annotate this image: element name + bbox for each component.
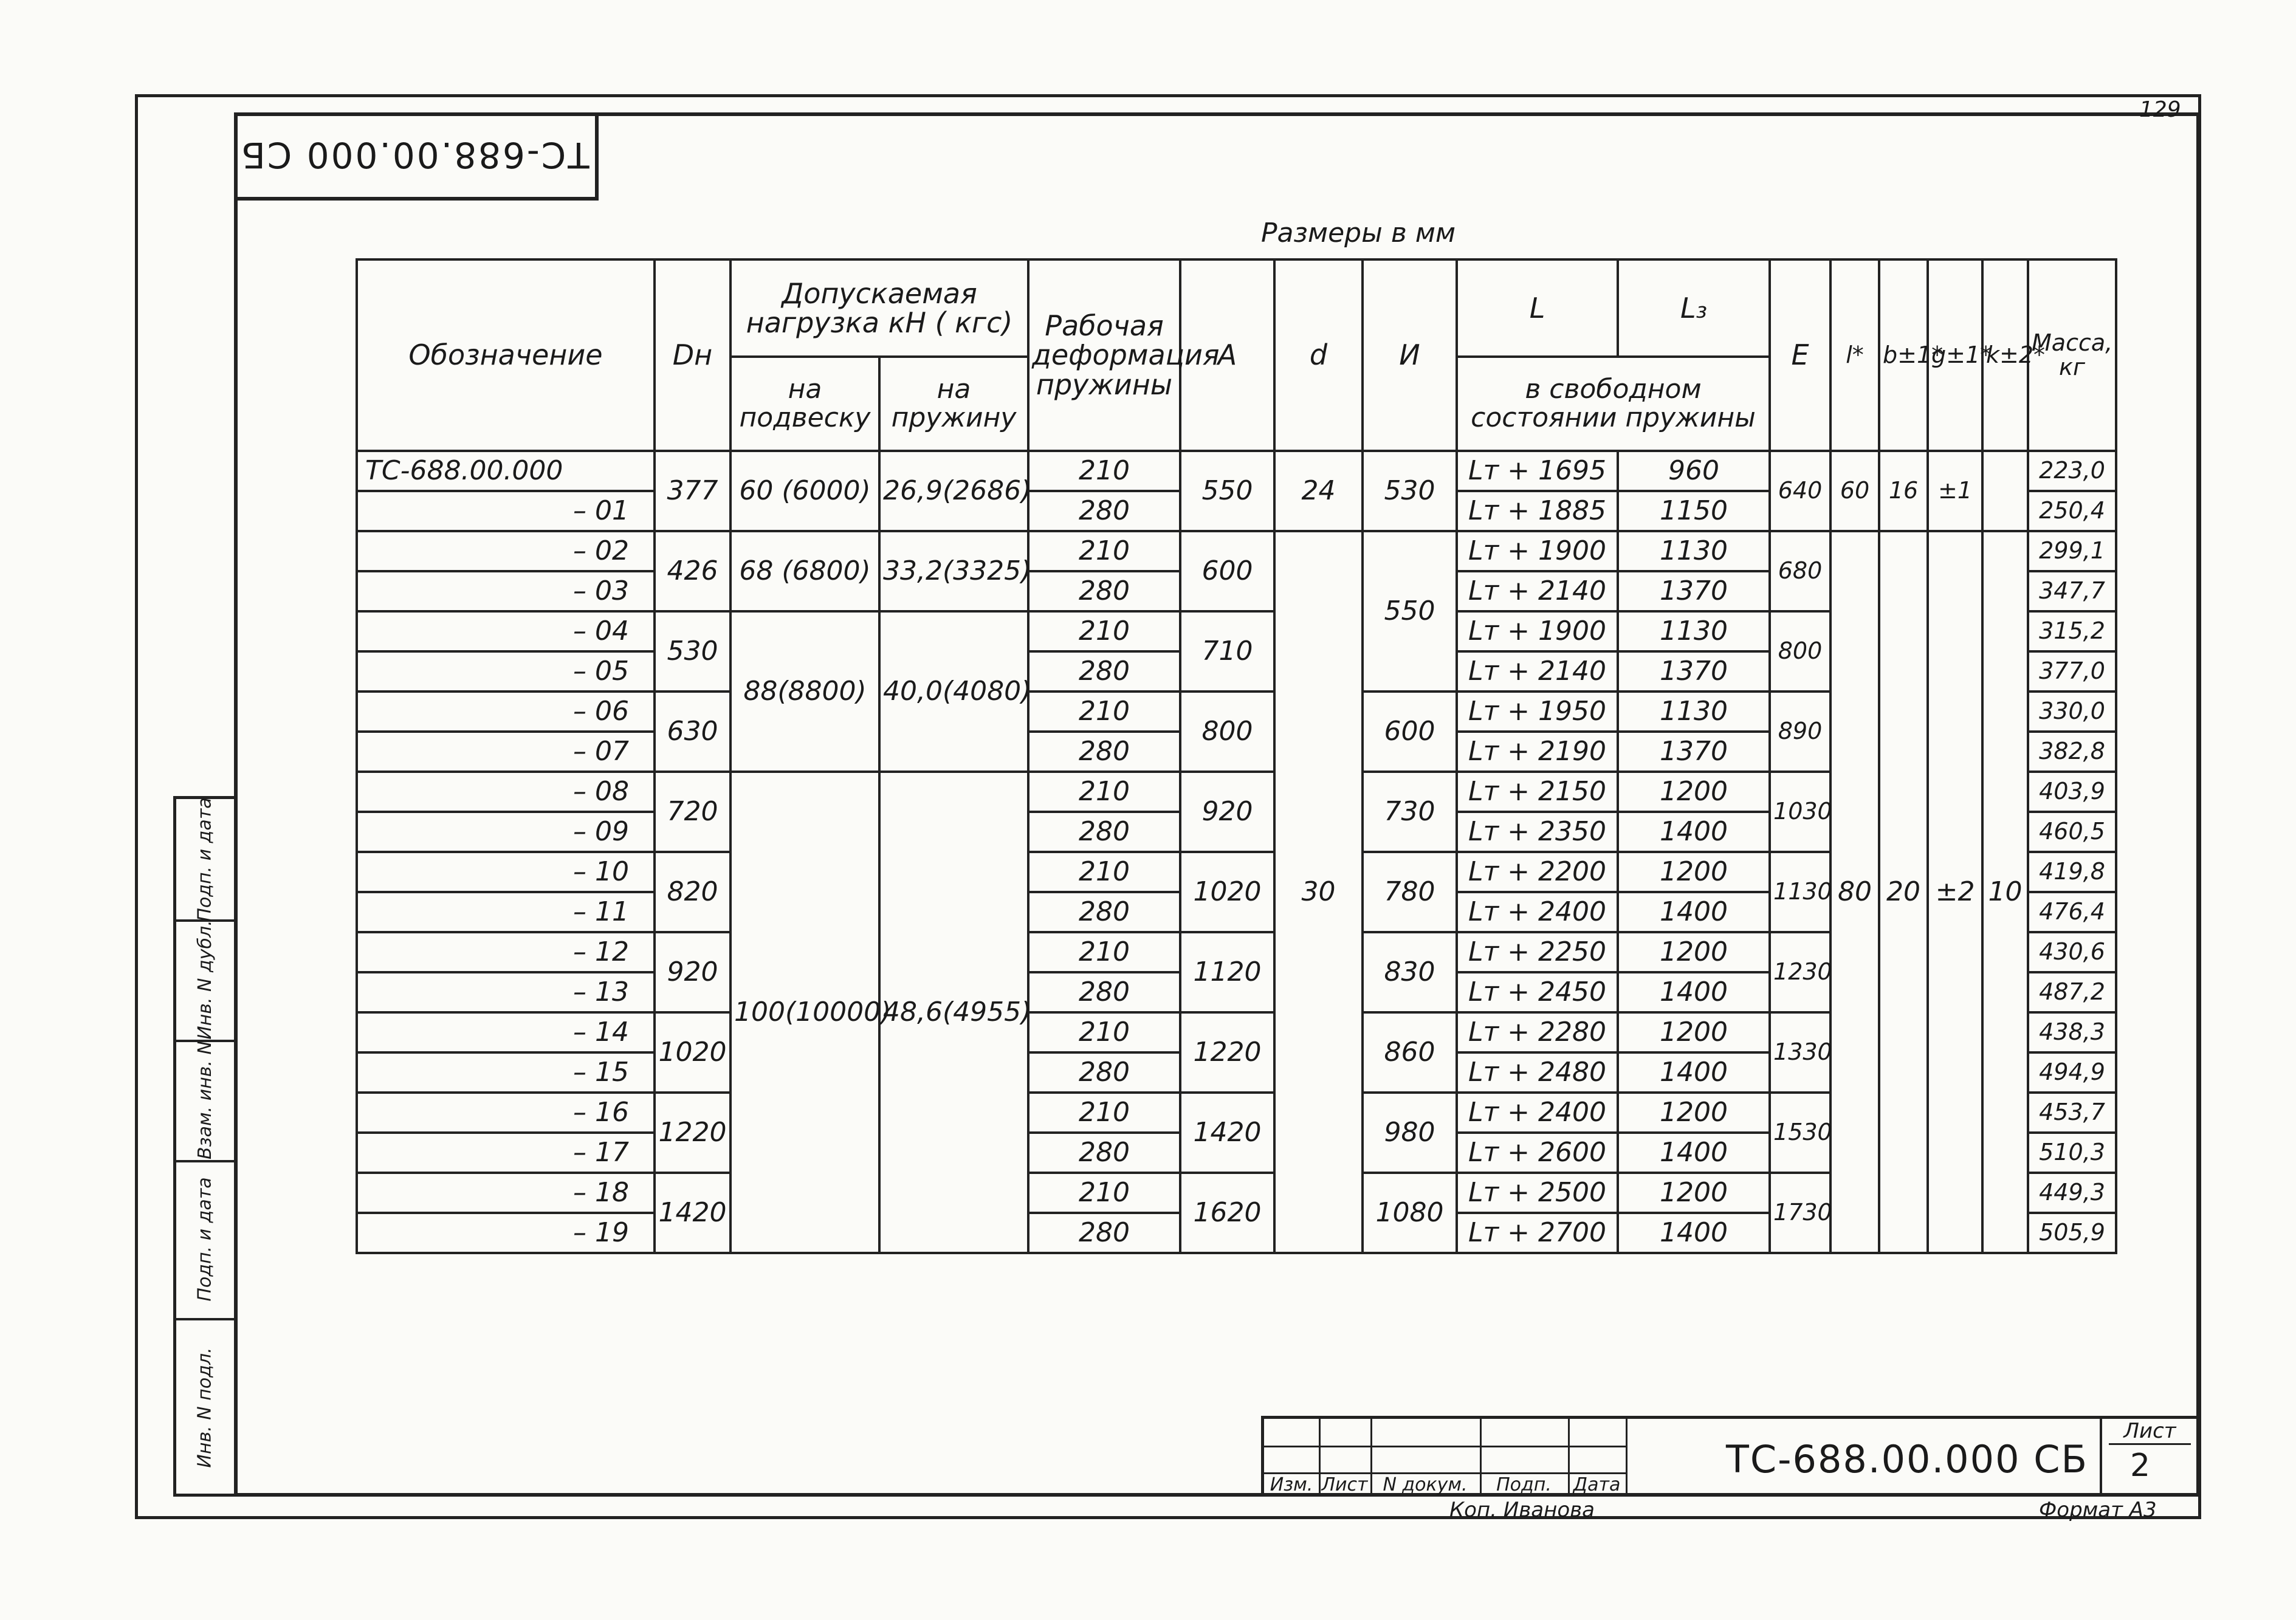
i-cell: 780	[1363, 852, 1457, 932]
top-stamp	[234, 112, 599, 201]
hdr-l3: L₃	[1618, 259, 1770, 357]
l3-cell: 1130	[1618, 611, 1770, 651]
b-cell: 20	[1879, 531, 1928, 1253]
e-cell: 1730	[1770, 1173, 1830, 1253]
deformation-cell: 210	[1028, 772, 1180, 812]
l-cell: Lт + 2280	[1457, 1012, 1618, 1052]
deformation-cell: 210	[1028, 451, 1180, 491]
e-cell: 680	[1770, 531, 1830, 611]
units-note: Размеры в мм	[1261, 218, 1456, 249]
e-cell: 890	[1770, 692, 1830, 772]
load-spring-cell: 26,9(2686)	[879, 451, 1028, 531]
mass-cell: 250,4	[2028, 491, 2116, 531]
hdr-free-state: в свободном состоянии пружины	[1457, 357, 1770, 451]
row-designation: – 17	[357, 1133, 655, 1173]
load-hanger-cell: 60 (6000)	[730, 451, 879, 531]
l3-cell: 1400	[1618, 1133, 1770, 1173]
mass-cell: 403,9	[2028, 772, 2116, 812]
g-cell: ±1	[1928, 451, 1982, 531]
e-cell: 640	[1770, 451, 1830, 531]
dn-cell: 630	[655, 692, 730, 772]
i-cell: 530	[1363, 451, 1457, 531]
margin-inv-podl: Инв. N подл.	[194, 1347, 216, 1468]
sheet-number: 2	[2130, 1447, 2151, 1484]
hdr-k: k±2*	[1982, 259, 2028, 451]
l-cell: Lт + 2400	[1457, 892, 1618, 932]
l3-cell: 1400	[1618, 892, 1770, 932]
document-code: ТС-688.00.000 СБ	[1726, 1437, 2089, 1481]
dn-cell: 530	[655, 611, 730, 692]
hdr-mass: Масса, кг	[2028, 259, 2116, 451]
l-cell: Lт + 2190	[1457, 732, 1618, 772]
a-cell: 710	[1180, 611, 1274, 692]
deformation-cell: 210	[1028, 531, 1180, 571]
mass-cell: 476,4	[2028, 892, 2116, 932]
mass-cell: 438,3	[2028, 1012, 2116, 1052]
l-star-cell: 60	[1830, 451, 1879, 531]
dn-cell: 1220	[655, 1093, 730, 1173]
row-designation: – 04	[357, 611, 655, 651]
l-cell: Lт + 2140	[1457, 651, 1618, 692]
dn-cell: 820	[655, 852, 730, 932]
mass-cell: 347,7	[2028, 571, 2116, 611]
mass-cell: 315,2	[2028, 611, 2116, 651]
hdr-b: b±1*	[1879, 259, 1928, 451]
load-hanger-cell: 88(8800)	[730, 611, 879, 772]
margin-podp-data: Подп. и дата	[176, 1160, 234, 1320]
hdr-d: d	[1274, 259, 1363, 451]
deformation-cell: 210	[1028, 1173, 1180, 1213]
deformation-cell: 210	[1028, 932, 1180, 972]
l-cell: Lт + 2500	[1457, 1173, 1618, 1213]
row-designation: – 07	[357, 732, 655, 772]
l3-cell: 1200	[1618, 1012, 1770, 1052]
label-data: Дата	[1573, 1474, 1621, 1495]
l-cell: Lт + 2350	[1457, 812, 1618, 852]
mass-cell: 377,0	[2028, 651, 2116, 692]
i-cell: 830	[1363, 932, 1457, 1012]
g-cell: ±2	[1928, 531, 1982, 1253]
l-cell: Lт + 2600	[1457, 1133, 1618, 1173]
dn-cell: 426	[655, 531, 730, 611]
margin-vzam-inv: Взам. инв. N	[176, 1040, 234, 1162]
l3-cell: 1200	[1618, 1173, 1770, 1213]
dn-cell: 1420	[655, 1173, 730, 1253]
margin-inv-dubl: Инв. N дубл.	[176, 919, 234, 1042]
hdr-load: Допускаемая нагрузка кН ( кгс)	[730, 259, 1028, 357]
label-podp: Подп.	[1496, 1474, 1552, 1495]
l3-cell: 1200	[1618, 772, 1770, 812]
l-cell: Lт + 2450	[1457, 972, 1618, 1012]
load-hanger-cell: 68 (6800)	[730, 531, 879, 611]
l3-cell: 1200	[1618, 1093, 1770, 1133]
a-cell: 1620	[1180, 1173, 1274, 1253]
dn-cell: 1020	[655, 1012, 730, 1093]
a-cell: 1020	[1180, 852, 1274, 932]
load-spring-cell: 33,2(3325)	[879, 531, 1028, 611]
load-spring-cell: 48,6(4955)	[879, 772, 1028, 1253]
d-cell: 24	[1274, 451, 1363, 531]
paper-format: Формат А3	[2039, 1498, 2157, 1522]
l3-cell: 1130	[1618, 531, 1770, 571]
k-cell: 10	[1982, 531, 2028, 1253]
l3-cell: 1370	[1618, 651, 1770, 692]
e-cell: 1130	[1770, 852, 1830, 932]
hdr-l: L	[1457, 259, 1618, 357]
hdr-e: E	[1770, 259, 1830, 451]
mass-cell: 460,5	[2028, 812, 2116, 852]
a-cell: 1120	[1180, 932, 1274, 1012]
mass-cell: 382,8	[2028, 732, 2116, 772]
l3-cell: 1400	[1618, 1213, 1770, 1253]
a-cell: 920	[1180, 772, 1274, 852]
e-cell: 1030	[1770, 772, 1830, 852]
deformation-cell: 210	[1028, 852, 1180, 892]
l3-cell: 1200	[1618, 852, 1770, 892]
e-cell: 800	[1770, 611, 1830, 692]
mass-cell: 330,0	[2028, 692, 2116, 732]
mass-cell: 419,8	[2028, 852, 2116, 892]
row-designation: – 06	[357, 692, 655, 732]
e-cell: 1330	[1770, 1012, 1830, 1093]
a-cell: 550	[1180, 451, 1274, 531]
row-designation: – 16	[357, 1093, 655, 1133]
hdr-deformation: Рабочая деформация пружины	[1028, 259, 1180, 451]
mass-cell: 494,9	[2028, 1052, 2116, 1093]
row-designation: – 11	[357, 892, 655, 932]
l-star-cell: 80	[1830, 531, 1879, 1253]
l3-cell: 1400	[1618, 972, 1770, 1012]
copied-by: Коп. Иванова	[1449, 1498, 1595, 1522]
margin-podp-data-top: Подп. и дата	[176, 799, 234, 922]
mass-cell: 223,0	[2028, 451, 2116, 491]
deformation-cell: 280	[1028, 1052, 1180, 1093]
row-designation: – 08	[357, 772, 655, 812]
l-cell: Lт + 2140	[1457, 571, 1618, 611]
row-designation: – 09	[357, 812, 655, 852]
row-designation: – 19	[357, 1213, 655, 1253]
l-cell: Lт + 2250	[1457, 932, 1618, 972]
deformation-cell: 210	[1028, 611, 1180, 651]
l3-cell: 1370	[1618, 571, 1770, 611]
i-cell: 600	[1363, 692, 1457, 772]
e-cell: 1230	[1770, 932, 1830, 1012]
row-designation: – 13	[357, 972, 655, 1012]
margin-strip	[173, 796, 234, 1497]
mass-cell: 487,2	[2028, 972, 2116, 1012]
l-cell: Lт + 1900	[1457, 611, 1618, 651]
i-cell: 1080	[1363, 1173, 1457, 1253]
hdr-l-star: l*	[1830, 259, 1879, 451]
l-cell: Lт + 1695	[1457, 451, 1618, 491]
l-cell: Lт + 2480	[1457, 1052, 1618, 1093]
deformation-cell: 280	[1028, 972, 1180, 1012]
l3-cell: 1370	[1618, 732, 1770, 772]
l3-cell: 1400	[1618, 812, 1770, 852]
mass-cell: 299,1	[2028, 531, 2116, 571]
corner-number: 129	[2139, 97, 2181, 122]
mass-cell: 510,3	[2028, 1133, 2116, 1173]
hdr-g: g±1*	[1928, 259, 1982, 451]
load-hanger-cell: 100(10000)	[730, 772, 879, 1253]
i-cell: 550	[1363, 531, 1457, 692]
a-cell: 800	[1180, 692, 1274, 772]
mass-cell: 505,9	[2028, 1213, 2116, 1253]
l-cell: Lт + 2400	[1457, 1093, 1618, 1133]
hdr-designation: Обозначение	[357, 259, 655, 451]
l-cell: Lт + 1900	[1457, 531, 1618, 571]
hdr-load-spring: на пружину	[879, 357, 1028, 451]
a-cell: 1420	[1180, 1093, 1274, 1173]
deformation-cell: 280	[1028, 892, 1180, 932]
hdr-load-hanger: на подвеску	[730, 357, 879, 451]
l-cell: Lт + 1885	[1457, 491, 1618, 531]
l-cell: Lт + 1950	[1457, 692, 1618, 732]
row-designation: – 15	[357, 1052, 655, 1093]
hdr-dn: Dн	[655, 259, 730, 451]
row-designation: – 03	[357, 571, 655, 611]
row-designation: – 01	[357, 491, 655, 531]
i-cell: 980	[1363, 1093, 1457, 1173]
top-stamp-code: ТС-688.00.000 СБ	[239, 134, 589, 176]
sheet-label: Лист	[2109, 1419, 2191, 1445]
label-izm: Изм.	[1270, 1474, 1313, 1495]
l-cell: Lт + 2700	[1457, 1213, 1618, 1253]
load-spring-cell: 40,0(4080)	[879, 611, 1028, 772]
deformation-cell: 280	[1028, 571, 1180, 611]
k-cell	[1982, 451, 2028, 531]
i-cell: 730	[1363, 772, 1457, 852]
a-cell: 1220	[1180, 1012, 1274, 1093]
deformation-cell: 280	[1028, 812, 1180, 852]
deformation-cell: 280	[1028, 1133, 1180, 1173]
mass-cell: 430,6	[2028, 932, 2116, 972]
hdr-a: А	[1180, 259, 1274, 451]
mass-cell: 453,7	[2028, 1093, 2116, 1133]
a-cell: 600	[1180, 531, 1274, 611]
l3-cell: 960	[1618, 451, 1770, 491]
l3-cell: 1400	[1618, 1052, 1770, 1093]
deformation-cell: 280	[1028, 651, 1180, 692]
i-cell: 860	[1363, 1012, 1457, 1093]
l3-cell: 1200	[1618, 932, 1770, 972]
l3-cell: 1150	[1618, 491, 1770, 531]
deformation-cell: 210	[1028, 692, 1180, 732]
mass-cell: 449,3	[2028, 1173, 2116, 1213]
row-designation: – 05	[357, 651, 655, 692]
dn-cell: 377	[655, 451, 730, 531]
hdr-i: И	[1363, 259, 1457, 451]
deformation-cell: 280	[1028, 732, 1180, 772]
l-cell: Lт + 2200	[1457, 852, 1618, 892]
dn-cell: 720	[655, 772, 730, 852]
spec-table	[356, 258, 2117, 1254]
label-list: Лист	[1321, 1474, 1368, 1495]
dn-cell: 920	[655, 932, 730, 1012]
row-designation: – 14	[357, 1012, 655, 1052]
label-ndokum: N докум.	[1383, 1474, 1468, 1495]
deformation-cell: 210	[1028, 1093, 1180, 1133]
row-designation: – 12	[357, 932, 655, 972]
row-designation: – 18	[357, 1173, 655, 1213]
e-cell: 1530	[1770, 1093, 1830, 1173]
row-designation: – 10	[357, 852, 655, 892]
deformation-cell: 210	[1028, 1012, 1180, 1052]
l3-cell: 1130	[1618, 692, 1770, 732]
deformation-cell: 280	[1028, 491, 1180, 531]
row-designation: – 02	[357, 531, 655, 571]
revision-grid	[1264, 1419, 1626, 1497]
deformation-cell: 280	[1028, 1213, 1180, 1253]
row-designation: ТС-688.00.000	[357, 451, 655, 491]
d-cell: 30	[1274, 531, 1363, 1253]
l-cell: Lт + 2150	[1457, 772, 1618, 812]
b-cell: 16	[1879, 451, 1928, 531]
